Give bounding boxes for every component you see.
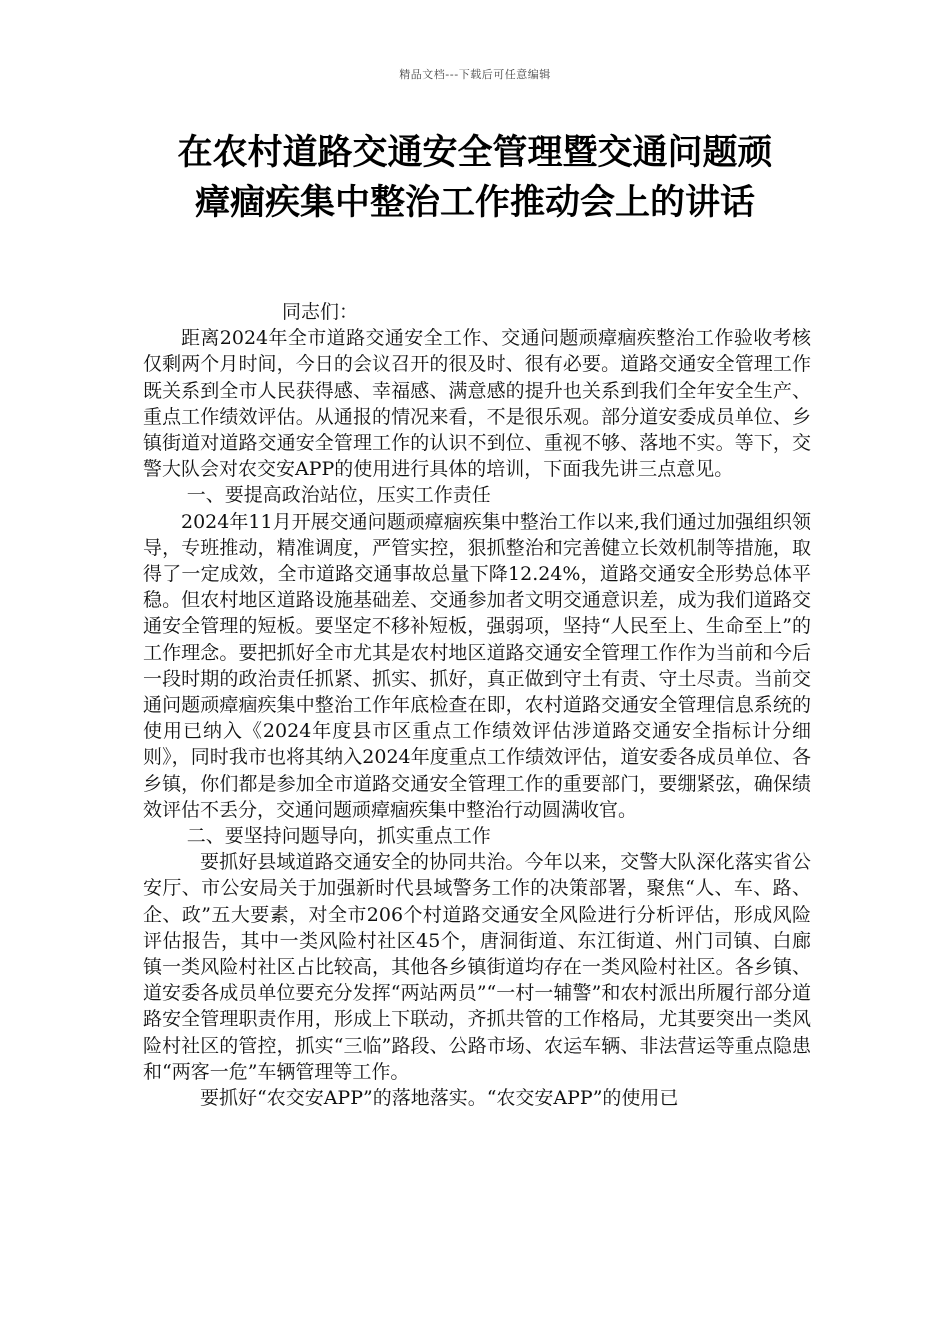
section-heading-2: 二、要坚持问题导向，抓实重点工作 bbox=[186, 825, 491, 848]
paragraph-section-2b: 要抓好“农交安APP”的落地落实。“农交安APP”的使用已 bbox=[200, 1087, 679, 1110]
speech-body bbox=[143, 299, 811, 1111]
salutation: 同志们： bbox=[282, 301, 359, 323]
section-heading-1: 一、要提高政治站位，压实工作责任 bbox=[186, 484, 491, 507]
paragraph-intro: 距离2024年全市道路交通安全工作、交通问题顽瘴痼疾整治工作验收考核仅剩两个月时间，今日的会议召开的很及时、很有必要。道路交通安全管理工作既关系到全市人民获得感、幸福感、满意感的提升也关系到我们全年安全生产、重点工作绩效评估。从通报的情况来看，不是很乐观。部分道安委成员单位、乡镇街道对道路交通安全管理工作的认识不到位、重视不够、落地不实。等下，交警大队会对农交安APP的使用进行具体的培训，下面我先讲三点意见。 bbox=[143, 327, 811, 481]
title-line-2: 瘴痼疾集中整治工作推动会上的讲话 bbox=[194, 183, 755, 223]
paragraph-section-2a: 要抓好县域道路交通安全的协同共治。今年以来，交警大队深化落实省公安厅、市公安局关于加强新时代县域警务工作的决策部署，聚焦“人、车、路、企、政”五大要素，对全市206个村道路交通安全风险进行分析评估，形成风险评估报告，其中一类风险村社区45个，唐洞街道、东江街道、州门司镇、白廊镇一类风险村社区占比较高，其他各乡镇街道均存在一类风险村社区。各乡镇、道安委各成员单位要充分发挥“两站两员”“一村一辅警”和农村派出所履行部分道路安全管理职责作用，形成上下联动，齐抓共管的工作格局，尤其要突出一类风险村社区的管控，抓实“三临”路段、公路市场、农运车辆、非法营运等重点隐患和“两客一危”车辆管理等工作。 bbox=[143, 851, 811, 1083]
paragraph-section-1: 2024年11月开展交通问题顽瘴痼疾集中整治工作以来,我们通过加强组织领导，专班推动，精准调度，严管实控，狠抓整治和完善健立长效机制等措施，取得了一定成效，全市道路交通事故总量下降12.24%，道路交通安全形势总体平稳。但农村地区道路设施基础差、交通参加者文明交通意识差，成为我们道路交通安全管理的短板。要坚定不移补短板，强弱项，坚持“人民至上、生命至上”的工作理念。要把抓好全市尤其是农村地区道路交通安全管理工作作为当前和今后一段时期的政治责任抓紧、抓实、抓好，真正做到守土有责、守土尽责。当前交通问题顽瘴痼疾集中整治工作年底检查在即，农村道路交通安全管理信息系统的使用已纳入《2024年度县市区重点工作绩效评估涉道路交通安全指标计分细则》，同时我市也将其纳入2024年度重点工作绩效评估，道安委各成员单位、各乡镇，你们都是参加全市道路交通安全管理工作的重要部门，要绷紧弦，确保绩效评估不丢分，交通问题顽瘴痼疾集中整治行动圆满收官。 bbox=[143, 510, 811, 821]
title-line-1: 在农村道路交通安全管理暨交通问题顽 bbox=[177, 133, 773, 173]
document-header-note: 精品文档---下载后可任意编辑 bbox=[399, 68, 551, 81]
document-title bbox=[100, 128, 850, 228]
